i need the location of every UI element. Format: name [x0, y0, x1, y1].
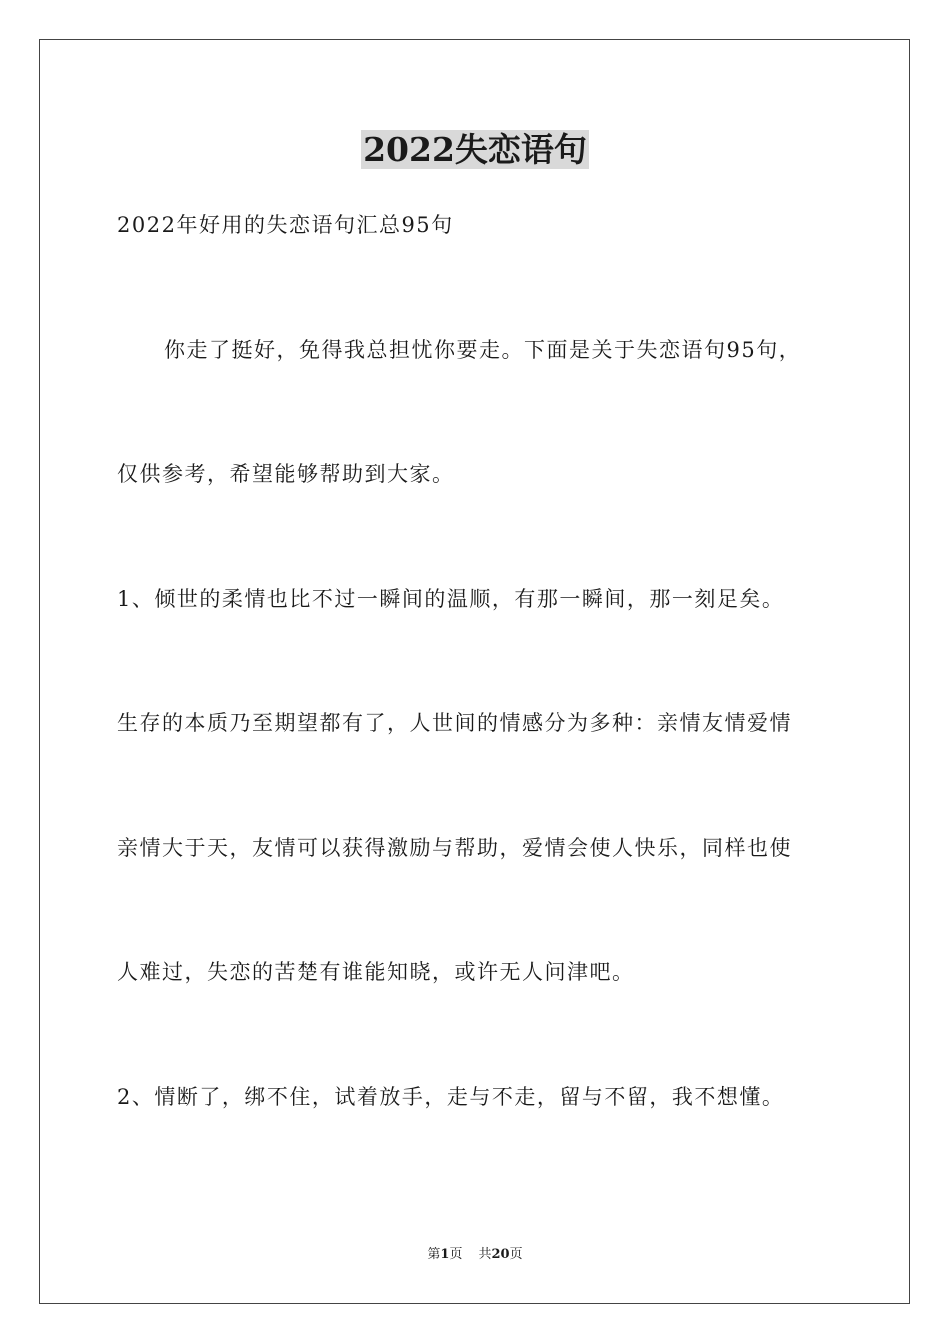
footer-page-prefix: 第	[427, 1247, 441, 1262]
footer-total-unit: 页	[509, 1247, 523, 1262]
document-title	[0, 128, 950, 172]
paragraph-line-2: 仅供参考，希望能够帮助到大家。	[117, 462, 455, 486]
footer-page-current: 1	[440, 1247, 450, 1262]
paragraph-line-3: 1、倾世的柔情也比不过一瞬间的温顺，有那一瞬间，那一刻足矣。	[117, 587, 785, 611]
document-title-text: 2022失恋语句	[363, 130, 587, 169]
paragraph-line-4: 生存的本质乃至期望都有了，人世间的情感分为多种：亲情友情爱情	[117, 711, 792, 735]
document-subtitle: 2022年好用的失恋语句汇总95句	[117, 213, 454, 237]
paragraph-line-6: 人难过，失恋的苦楚有谁能知晓，或许无人问津吧。	[117, 960, 635, 984]
footer-page-total: 20	[491, 1247, 510, 1262]
paragraph-line-5: 亲情大于天，友情可以获得激励与帮助，爱情会使人快乐，同样也使	[117, 836, 792, 860]
footer-total-prefix: 共	[478, 1247, 492, 1262]
page-footer	[0, 1246, 950, 1264]
paragraph-line-1: 你走了挺好，免得我总担忧你要走。下面是关于失恋语句95句，	[164, 338, 802, 362]
footer-page-unit: 页	[449, 1247, 463, 1262]
paragraph-line-7: 2、情断了，绑不住，试着放手，走与不走，留与不留，我不想懂。	[117, 1085, 785, 1109]
